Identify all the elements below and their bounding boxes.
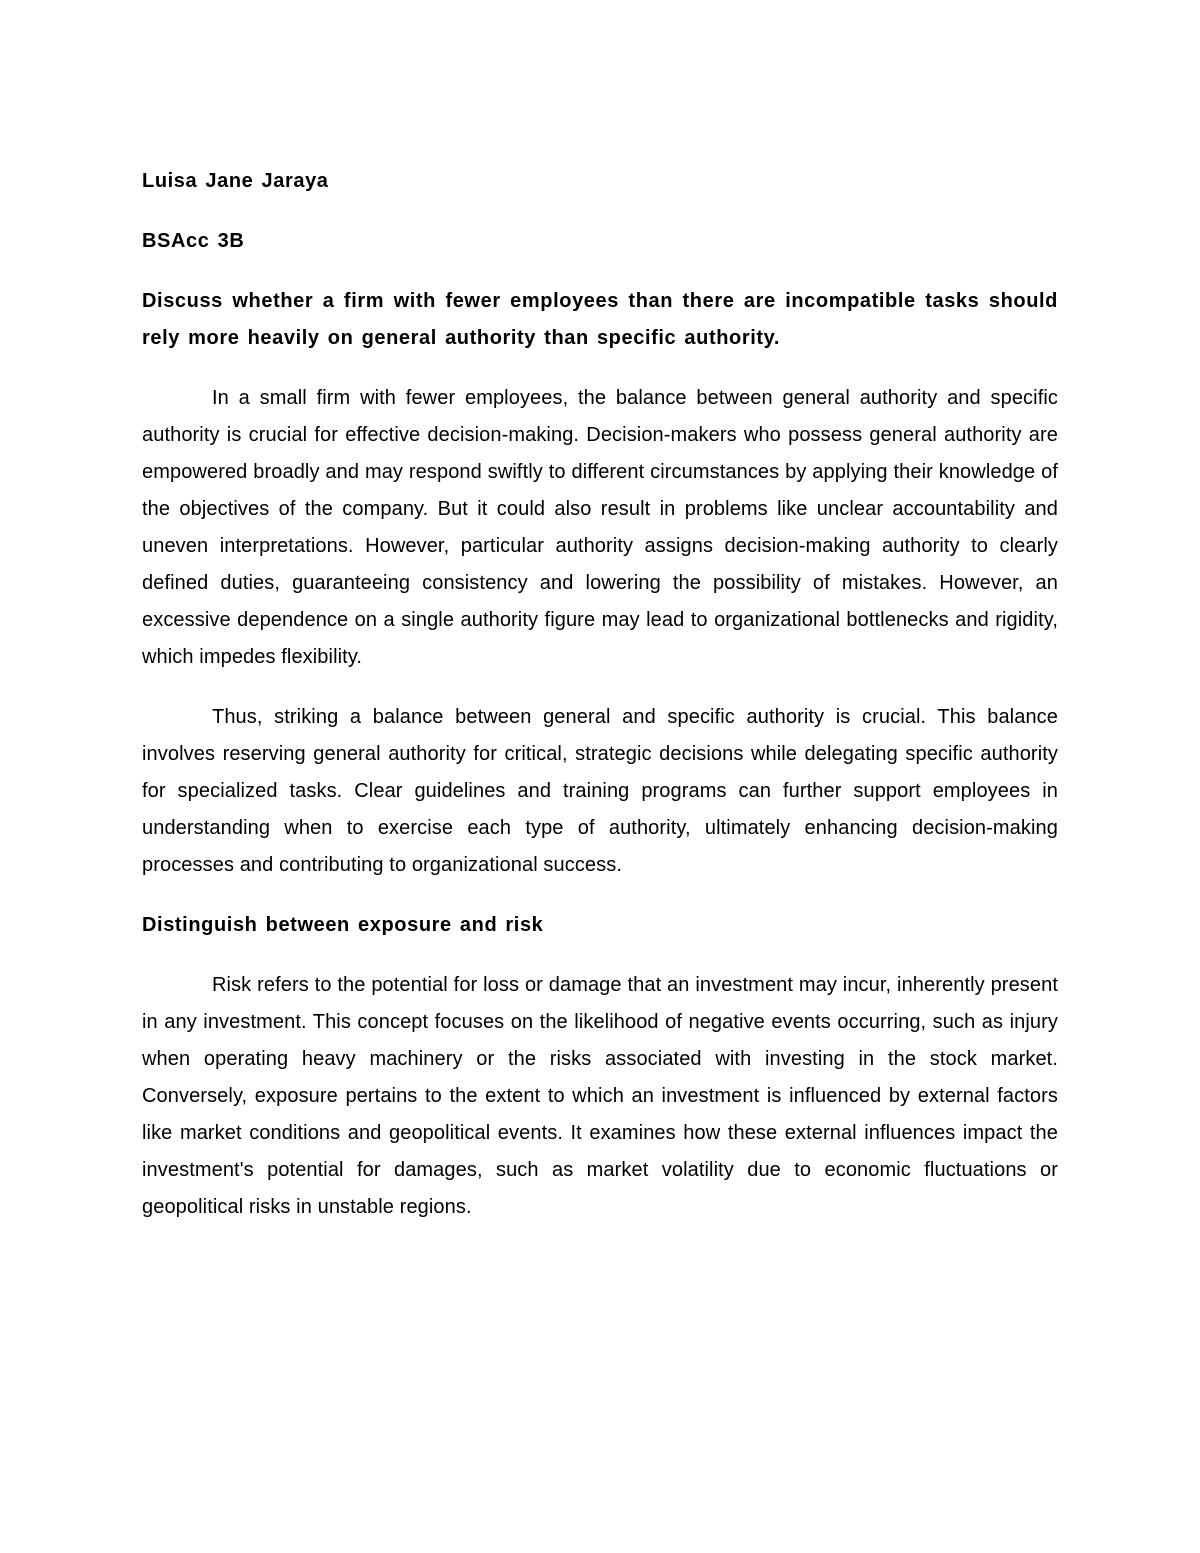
answer-paragraph-3: Risk refers to the potential for loss or damage that an investment may incur, inherently present in any investment. This concept focuses on the likelihood of negative events occurring, such as injury when operating heavy machinery or the risks associated with investing in the stock market. Conversely, exposure pertains to the extent to which an investment is influenced by external factors like market conditions and geopolitical events. It examines how these external influences impact the investment's potential for damages, such as market volatility due to economic fluctuations or geopolitical risks in unstable regions. [142, 974, 1058, 1218]
question-heading-1: Discuss whether a firm with fewer employees than there are incompatible tasks should rely more heavily on general authority than specific authority. [142, 290, 1058, 349]
answer-paragraph-2: Thus, striking a balance between general and specific authority is crucial. This balance involves reserving general authority for critical, strategic decisions while delegating specific authority for specialized tasks. Clear guidelines and training programs can further support employees in understanding when to exercise each type of authority, ultimately enhancing decision-making processes and contributing to organizational success. [142, 706, 1058, 876]
answer-paragraph-1: In a small firm with fewer employees, the balance between general authority and specific authority is crucial for effective decision-making. Decision-makers who possess general authority are empowered broadly and may respond swiftly to different circumstances by applying their knowledge of the objectives of the company. But it could also result in problems like unclear accountability and uneven interpretations. However, particular authority assigns decision-making authority to clearly defined duties, guaranteeing consistency and lowering the possibility of mistakes. However, an excessive dependence on a single authority figure may lead to organizational bottlenecks and rigidity, which impedes flexibility. [142, 387, 1058, 668]
course-code: BSAcc 3B [142, 230, 245, 252]
document-page [142, 163, 1058, 1226]
author-name: Luisa Jane Jaraya [142, 170, 329, 192]
question-heading-2: Distinguish between exposure and risk [142, 914, 544, 936]
